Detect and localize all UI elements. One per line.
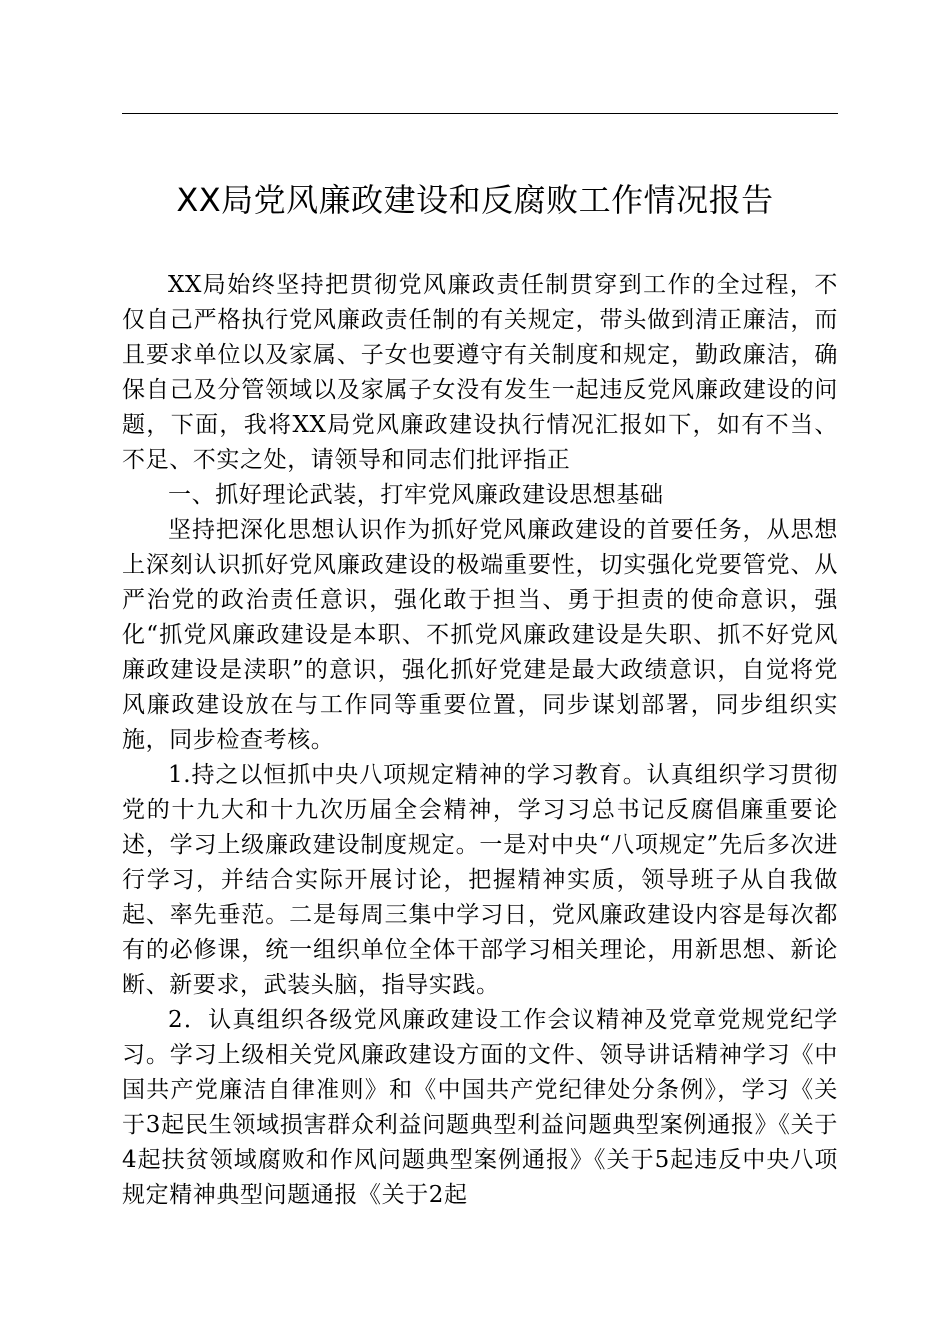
item-2-paragraph: 2．认真组织各级党风廉政建设工作会议精神及党章党规党纪学习。学习上级相关党风廉政建设方面的文件、领导讲话精神学习《中国共产党廉洁自律准则》和《中国共产党纪律处分条例》，学习《关于3起民生领域损害群众利益问题典型利益问题典型案例通报》《关于4起扶贫领域腐败和作风问题典型案例通报》《关于5起违反中央八项规定精神典型问题通报《关于2起	[122, 1007, 838, 1208]
document-body	[122, 268, 838, 1213]
section-paragraph: 坚持把深化思想认识作为抓好党风廉政建设的首要任务，从思想上深刻认识抓好党风廉政建设的极端重要性，切实强化党要管党、从严治党的政治责任意识，强化敢于担当、勇于担责的使命意识，强化“抓党风廉政建设是本职、不抓党风廉政建设是失职、抓不好党风廉政建设是渎职”的意识，强化抓好党建是最大政绩意识，自觉将党风廉政建设放在与工作同等重要位置，同步谋划部署，同步组织实施，同步检查考核。	[122, 517, 838, 753]
header-rule	[122, 113, 838, 114]
item-1-paragraph: 1.持之以恒抓中央八项规定精神的学习教育。认真组织学习贯彻党的十九大和十九次历届全会精神，学习习总书记反腐倡廉重要论述，学习上级廉政建设制度规定。一是对中央“八项规定”先后多次进行学习，并结合实际开展讨论，把握精神实质，领导班子从自我做起、率先垂范。二是每周三集中学习日，党风廉政建设内容是每次都有的必修课，统一组织单位全体干部学习相关理论，用新思想、新论断、新要求，武装头脑，指导实践。	[122, 762, 838, 998]
intro-paragraph: XX局始终坚持把贯彻党风廉政责任制贯穿到工作的全过程，不仅自己严格执行党风廉政责任制的有关规定，带头做到清正廉洁，而且要求单位以及家属、子女也要遵守有关制度和规定，勤政廉洁，确保自己及分管领域以及家属子女没有发生一起违反党风廉政建设的问题，下面，我将XX局党风廉政建设执行情况汇报如下，如有不当、不足、不实之处，请领导和同志们批评指正	[122, 272, 838, 473]
section-heading: 一、抓好理论武装，打牢党风廉政建设思想基础	[168, 482, 664, 508]
document-title: XX局党风廉政建设和反腐败工作情况报告	[176, 181, 774, 219]
